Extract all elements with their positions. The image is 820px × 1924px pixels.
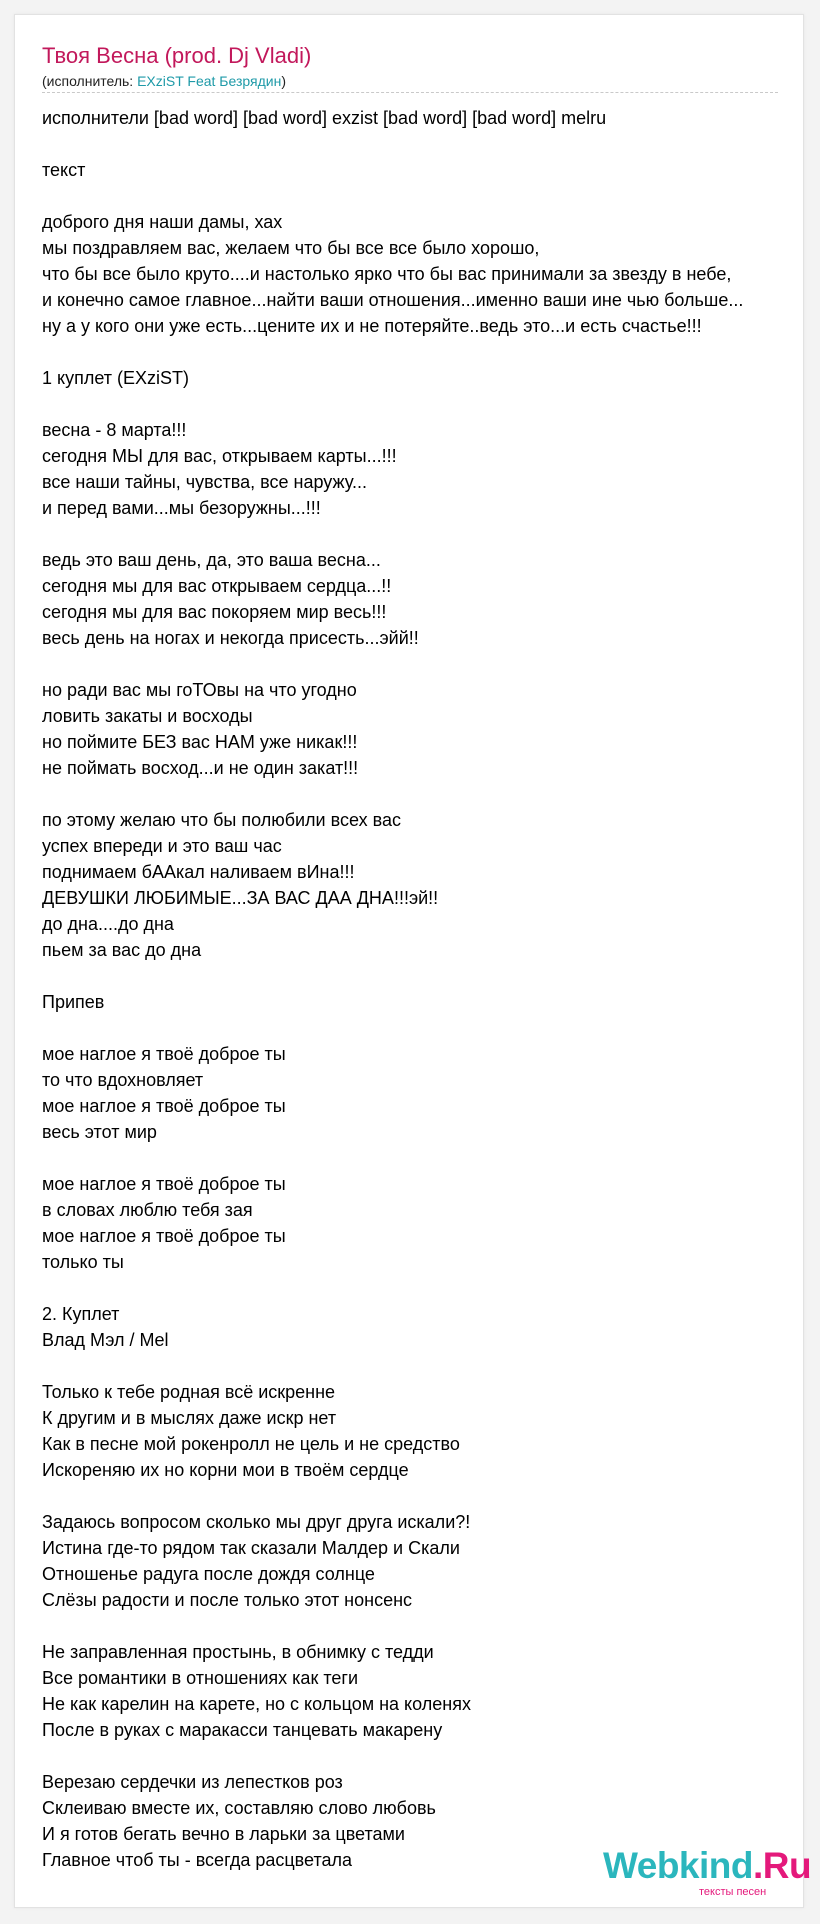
lyric-line: весь этот мир <box>42 1122 157 1142</box>
lyric-line: Припев <box>42 992 105 1012</box>
lyric-blank-line <box>42 651 817 677</box>
lyric-line: до дна....до дна <box>42 914 174 934</box>
lyric-line: 2. Куплет <box>42 1304 120 1324</box>
lyric-line: в словах люблю тебя зая <box>42 1200 253 1220</box>
song-title: Твоя Весна (prod. Dj Vladi) <box>42 43 312 68</box>
lyric-blank-line <box>42 131 817 157</box>
lyric-blank-line <box>42 1743 817 1769</box>
lyric-line: мое наглое я твоё доброе ты <box>42 1174 286 1194</box>
lyric-line: но поймите БЕЗ вас НАМ уже никак!!! <box>42 732 358 752</box>
lyrics-text <box>42 105 817 1873</box>
lyric-blank-line <box>42 1613 817 1639</box>
lyric-line: но ради вас мы гоТОвы на что угодно <box>42 680 357 700</box>
lyric-line: пьем за вас до дна <box>42 940 202 960</box>
title-divider <box>42 92 778 93</box>
lyric-line: После в руках с маракасси танцевать макарену <box>42 1720 443 1740</box>
lyric-blank-line <box>42 1353 817 1379</box>
song-artist-line <box>42 72 286 90</box>
lyric-blank-line <box>42 339 817 365</box>
lyric-line: Как в песне мой рокенролл не цель и не средство <box>42 1434 460 1454</box>
lyric-line: только ты <box>42 1252 124 1272</box>
lyric-line: ДЕВУШКИ ЛЮБИМЫЕ...ЗА ВАС ДАА ДНА!!!эй!! <box>42 888 439 908</box>
lyric-line: что бы все было круто....и настолько ярко что бы вас принимали за звезду в небе, <box>42 264 732 284</box>
lyric-line: ну а у кого они уже есть...цените их и не потеряйте..ведь это...и есть счастье!!! <box>42 316 702 336</box>
lyric-line: мы поздравляем вас, желаем что бы все все было хорошо, <box>42 238 540 258</box>
lyric-line: Склеиваю вместе их, составляю слово любовь <box>42 1798 436 1818</box>
lyric-line: Главное чтоб ты - всегда расцветала <box>42 1850 353 1870</box>
lyric-line: Задаюсь вопросом сколько мы друг друга искали?! <box>42 1512 471 1532</box>
lyric-line: И я готов бегать вечно в ларьки за цветами <box>42 1824 405 1844</box>
artist-prefix: (исполнитель: <box>42 73 138 89</box>
artist-suffix: ) <box>281 73 286 89</box>
lyric-line: Влад Мэл / Mel <box>42 1330 169 1350</box>
lyric-line: успех впереди и это ваш час <box>42 836 282 856</box>
lyric-line: сегодня мы для вас открываем сердца...!! <box>42 576 392 596</box>
lyric-line: ловить закаты и восходы <box>42 706 253 726</box>
lyric-line: исполнители [bad word] [bad word] exzist [bad word] [bad word] melru <box>42 108 607 128</box>
lyric-line: и перед вами...мы безоружны...!!! <box>42 498 321 518</box>
lyric-line: К другим и в мыслях даже искр нет <box>42 1408 337 1428</box>
lyric-blank-line <box>42 1015 817 1041</box>
lyric-line: Не заправленная простынь, в обнимку с тедди <box>42 1642 434 1662</box>
lyric-line: ведь это ваш день, да, это ваша весна... <box>42 550 381 570</box>
logo-suffix-text: .Ru <box>753 1845 812 1886</box>
webkind-logo[interactable] <box>603 1845 812 1902</box>
lyric-blank-line <box>42 1483 817 1509</box>
lyric-line: Все романтики в отношениях как теги <box>42 1668 358 1688</box>
lyric-line: поднимаем бААкал наливаем вИна!!! <box>42 862 355 882</box>
lyric-line: не поймать восход...и не один закат!!! <box>42 758 359 778</box>
logo-tagline: тексты песен <box>699 1886 767 1898</box>
lyric-line: Только к тебе родная всё искренне <box>42 1382 336 1402</box>
logo-wordmark <box>603 1846 811 1886</box>
artist-link[interactable]: EXziST Feat Безрядин <box>137 73 282 89</box>
lyric-line: мое наглое я твоё доброе ты <box>42 1044 286 1064</box>
lyric-line: Отношенье радуга после дождя солнце <box>42 1564 375 1584</box>
lyric-line: 1 куплет (EXziST) <box>42 368 189 388</box>
lyric-line: текст <box>42 160 86 180</box>
lyric-line: Верезаю сердечки из лепестков роз <box>42 1772 343 1792</box>
lyric-blank-line <box>42 781 817 807</box>
lyric-line: Искореняю их но корни мои в твоём сердце <box>42 1460 409 1480</box>
lyric-line: и конечно самое главное...найти ваши отношения...именно ваши ине чью больше... <box>42 290 744 310</box>
lyric-blank-line <box>42 963 817 989</box>
lyric-line: то что вдохновляет <box>42 1070 204 1090</box>
lyric-blank-line <box>42 391 817 417</box>
lyric-line: весь день на ногах и некогда присесть...эйй!! <box>42 628 419 648</box>
lyric-line: Слёзы радости и после только этот нонсенс <box>42 1590 413 1610</box>
lyric-blank-line <box>42 1145 817 1171</box>
logo-main-text: Webkind <box>603 1845 753 1886</box>
lyric-line: Истина где-то рядом так сказали Малдер и Скали <box>42 1538 460 1558</box>
lyric-line: весна - 8 марта!!! <box>42 420 187 440</box>
lyric-blank-line <box>42 183 817 209</box>
lyric-line: мое наглое я твоё доброе ты <box>42 1096 286 1116</box>
lyric-line: сегодня мы для вас покоряем мир весь!!! <box>42 602 387 622</box>
lyric-line: доброго дня наши дамы, хах <box>42 212 283 232</box>
lyric-line: по этому желаю что бы полюбили всех вас <box>42 810 401 830</box>
lyric-blank-line <box>42 1275 817 1301</box>
lyric-line: Не как карелин на карете, но с кольцом на коленях <box>42 1694 471 1714</box>
lyric-blank-line <box>42 521 817 547</box>
lyric-line: мое наглое я твоё доброе ты <box>42 1226 286 1246</box>
lyric-line: все наши тайны, чувства, все наружу... <box>42 472 367 492</box>
lyric-line: сегодня МЫ для вас, открываем карты...!!! <box>42 446 397 466</box>
